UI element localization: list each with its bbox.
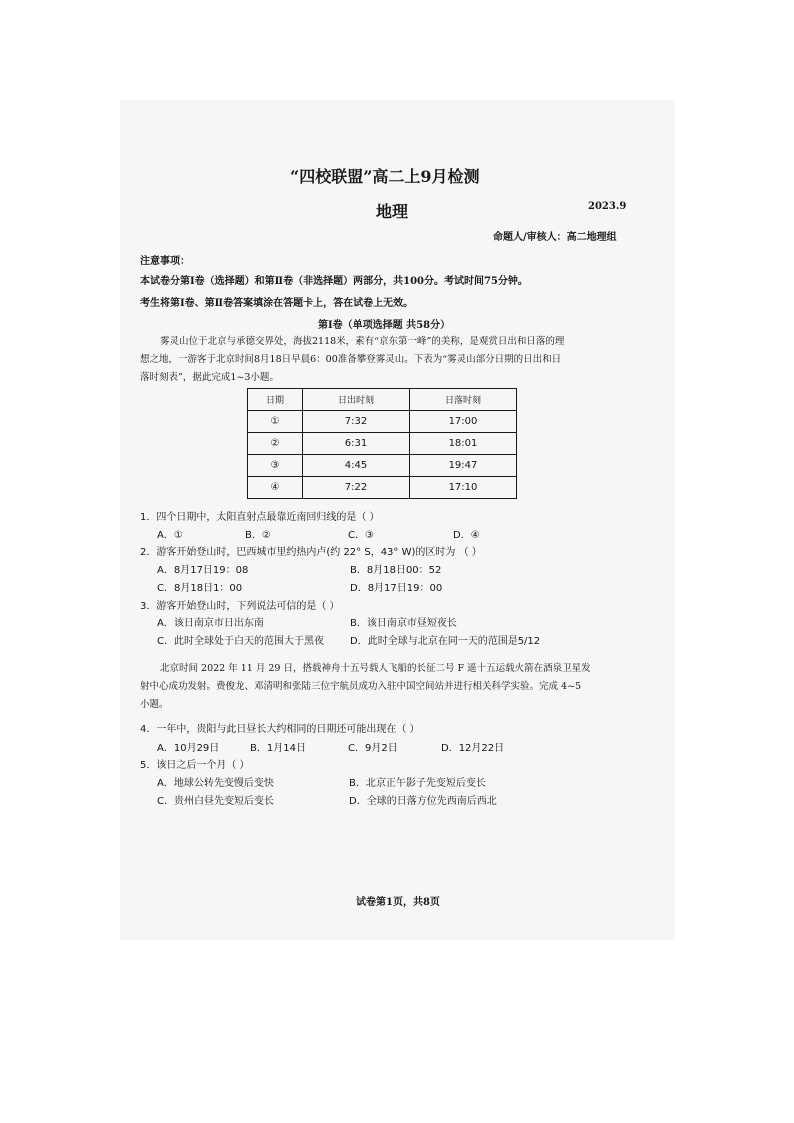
answer-option: A．地球公转先变慢后变快 — [157, 778, 274, 789]
question-stem: 2．游客开始登山时，巴西城市里约热内卢(约 22° S，43° W)的区时为 （ ） — [140, 547, 482, 558]
table-cell: 17:10 — [409, 477, 516, 499]
exam-authors: 命题人/审核人：高二地理组 — [493, 232, 617, 243]
answer-option: B．1月14日 — [250, 743, 306, 754]
table-row — [248, 433, 517, 455]
table-row — [248, 455, 517, 477]
subject-title: 地理 — [376, 202, 409, 221]
passage-line: 雾灵山位于北京与承德交界处，海拔2118米，素有“京东第一峰”的美称，是观赏日出和日落的理 — [160, 336, 565, 347]
table-cell: 7:32 — [302, 411, 409, 433]
table-header: 日期 — [248, 389, 303, 411]
answer-option: C．9月2日 — [348, 743, 398, 754]
answer-option: C．贵州白昼先变短后变长 — [157, 796, 274, 807]
passage-2 — [140, 660, 591, 714]
passage-line: 小题。 — [140, 699, 169, 710]
table-cell: ② — [248, 433, 303, 455]
table-cell: 7:22 — [302, 477, 409, 499]
table-cell: 19:47 — [409, 455, 516, 477]
exam-title: “四校联盟”高二上9月检测 — [290, 167, 480, 186]
table-header: 日落时刻 — [409, 389, 516, 411]
table-cell: ④ — [248, 477, 303, 499]
answer-option: A．10月29日 — [157, 743, 220, 754]
table-header-row — [248, 389, 517, 411]
table-cell: 4:45 — [302, 455, 409, 477]
table-cell: ③ — [248, 455, 303, 477]
answer-option: D．全球的日落方位先西南后西北 — [349, 796, 497, 807]
section-title: 第Ⅰ卷（单项选择题 共58分） — [318, 320, 451, 331]
question-stem: 5．该日之后一个月（ ） — [140, 760, 250, 771]
table-cell: 17:00 — [409, 411, 516, 433]
answer-option: C．此时全球处于白天的范围大于黑夜 — [157, 636, 324, 647]
answer-option: A．8月17日19：08 — [157, 565, 249, 576]
answer-option: A．① — [157, 530, 183, 541]
notice-line: 考生将第Ⅰ卷、第Ⅱ卷答案填涂在答题卡上，答在试卷上无效。 — [140, 298, 414, 309]
notice-line: 本试卷分第Ⅰ卷（选择题）和第Ⅱ卷（非选择题）两部分，共100分。考试时间75分钟。 — [140, 276, 528, 287]
question-stem: 1．四个日期中，太阳直射点最靠近南回归线的是（ ） — [140, 512, 380, 523]
table-header: 日出时刻 — [302, 389, 409, 411]
notice-heading: 注意事项： — [140, 256, 190, 267]
table-row — [248, 477, 517, 499]
answer-option: B．该日南京市昼短夜长 — [350, 618, 457, 629]
answer-option: A．该日南京市日出东南 — [157, 618, 264, 629]
question-stem: 4．一年中，贵阳与此日昼长大约相同的日期还可能出现在（ ） — [140, 724, 420, 735]
answer-option: D．12月22日 — [441, 743, 505, 754]
passage-1 — [140, 333, 564, 387]
answer-option: B．8月18日00：52 — [350, 565, 442, 576]
answer-option: D．8月17日19：00 — [350, 583, 443, 594]
table-cell: 6:31 — [302, 433, 409, 455]
passage-line: 落时刻表”，据此完成1~3小题。 — [140, 372, 279, 383]
passage-line: 射中心成功发射。费俊龙、邓清明和张陆三位宇航员成功入驻中国空间站并进行相关科学实验。完成 4~5 — [140, 681, 582, 692]
answer-option: C．8月18日1：00 — [157, 583, 243, 594]
passage-line: 想之地，一游客于北京时间8月18日早晨6：00准备攀登雾灵山。下表为“雾灵山部分日期的日出和日 — [140, 354, 562, 365]
answer-option: D．④ — [453, 530, 480, 541]
table-cell: 18:01 — [409, 433, 516, 455]
answer-option: B．北京正午影子先变短后变长 — [349, 778, 486, 789]
passage-line: 北京时间 2022 年 11 月 29 日，搭载神舟十五号载人飞船的长征二号 F 遥十五运载火箭在酒泉卫星发 — [160, 663, 591, 674]
page-footer: 试卷第1页，共8页 — [356, 897, 440, 908]
answer-option: D．此时全球与北京在同一天的范围是5/12 — [350, 636, 541, 647]
answer-option: B．② — [245, 530, 271, 541]
exam-date: 2023.9 — [588, 201, 627, 212]
table-cell: ① — [248, 411, 303, 433]
question-stem: 3．游客开始登山时，下列说法可信的是（ ） — [140, 601, 340, 612]
answer-option: C．③ — [348, 530, 374, 541]
table-row — [248, 411, 517, 433]
sunrise-sunset-table — [247, 388, 517, 499]
